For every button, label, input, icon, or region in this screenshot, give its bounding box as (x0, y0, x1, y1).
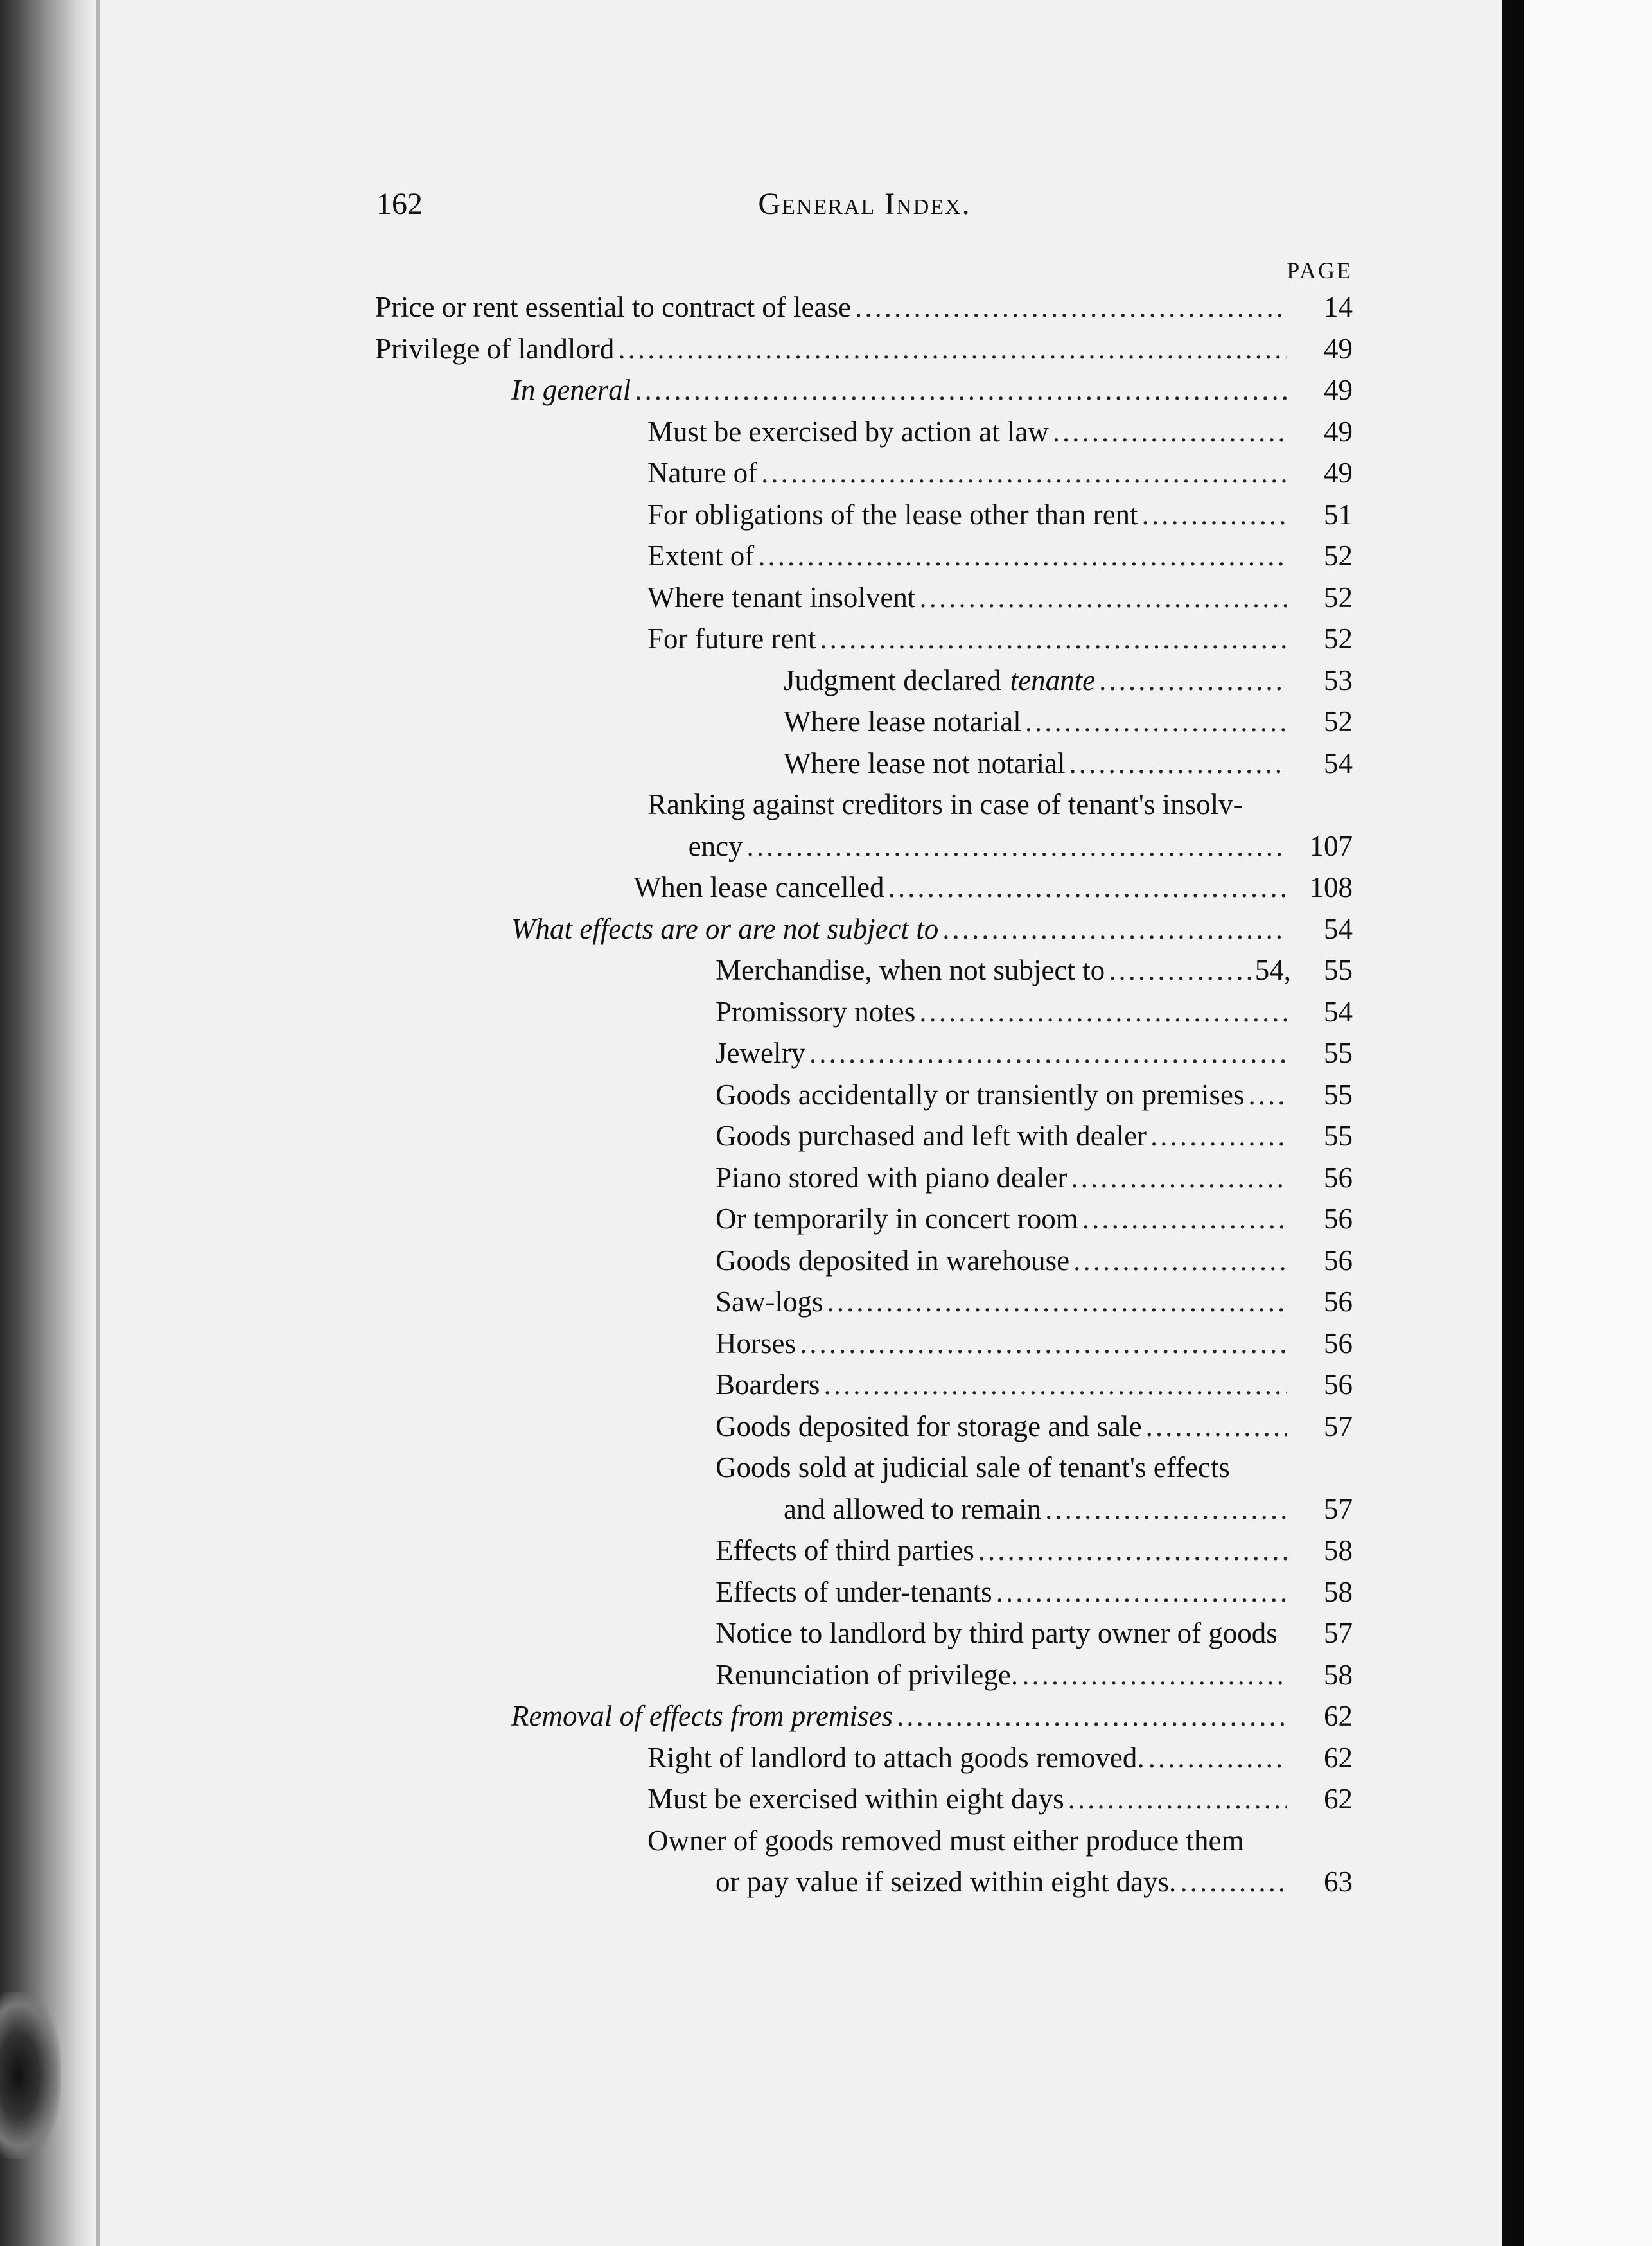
index-entry-page: 54 (1324, 747, 1353, 779)
index-entry-page: 52 (1324, 623, 1353, 655)
index-entry-text: Notice to landlord by third party owner of goods (716, 1617, 1278, 1649)
index-entry-line (784, 660, 1291, 702)
dot-leader (1099, 660, 1287, 702)
dot-leader (1068, 1778, 1287, 1820)
index-entry-line (716, 950, 1291, 991)
index-entry-text: Effects of under-tenants (716, 1575, 992, 1608)
index-entry (0, 1447, 1413, 1489)
dot-leader (635, 369, 1287, 411)
index-entry (0, 950, 1413, 991)
index-entry (0, 1198, 1413, 1240)
index-entry-line (716, 1198, 1291, 1240)
index-entry-text: Where lease notarial (784, 705, 1021, 738)
index-entry-text: Where lease not notarial (784, 747, 1066, 779)
index-entry-text: Price or rent essential to contract of lease (375, 291, 851, 323)
index-entry-page: 49 (1324, 415, 1353, 448)
dot-leader (1109, 950, 1251, 991)
index-entry-text: and allowed to remain (784, 1492, 1042, 1525)
page-title: General Index. (758, 187, 971, 221)
index-entry-text: Goods deposited for storage and sale (716, 1410, 1142, 1442)
dot-leader (855, 287, 1287, 328)
index-entry-text: Must be exercised by action at law (647, 415, 1049, 448)
index-entry (0, 1613, 1413, 1654)
index-entry-line (716, 1406, 1291, 1447)
index-entry-text: Goods sold at judicial sale of tenant's effects (716, 1451, 1230, 1483)
index-entry (0, 1323, 1413, 1365)
index-entry-page: 14 (1324, 291, 1353, 323)
index-entry-text: In general (511, 374, 631, 406)
dot-leader (823, 1364, 1287, 1406)
index-entry-page: 62 (1324, 1741, 1353, 1774)
index-entry-line (716, 1613, 1291, 1654)
dot-leader (897, 1695, 1287, 1737)
index-entry (0, 1157, 1413, 1199)
index-entry (0, 328, 1413, 370)
index-entry-line (716, 1861, 1291, 1903)
index-entry (0, 1281, 1413, 1323)
facing-page-edge (1502, 0, 1524, 2246)
dot-leader (1180, 1861, 1287, 1903)
index-entry-text: Owner of goods removed must either produce them (647, 1824, 1244, 1857)
index-entry-line (716, 1115, 1291, 1157)
index-entry (0, 535, 1413, 577)
index-entry-page: 49 (1324, 457, 1353, 489)
index-entry-line (647, 577, 1291, 619)
dot-leader (1082, 1198, 1287, 1240)
index-entry-text: Piano stored with piano dealer (716, 1161, 1068, 1194)
binding-mark (0, 1992, 61, 2159)
index-entry-line (716, 1281, 1291, 1323)
dot-leader (1025, 701, 1287, 743)
index-entry (0, 1530, 1413, 1571)
index-entry-line (647, 784, 1291, 826)
index-entry-text: Jewelry (716, 1037, 805, 1069)
index-entry (0, 1778, 1413, 1820)
dot-leader (809, 1032, 1287, 1074)
index-entry-text: Right of landlord to attach goods removed. (647, 1741, 1145, 1774)
dot-leader (827, 1281, 1288, 1323)
index-entry-text: Promissory notes (716, 995, 916, 1028)
dot-leader (820, 618, 1287, 660)
index-entry-line (784, 743, 1291, 784)
dot-leader (1045, 1489, 1287, 1530)
index-entry (0, 1820, 1413, 1862)
index-entry-line (647, 1737, 1291, 1779)
index-entry (0, 1406, 1413, 1447)
index-entry-extra-page: 54, (1254, 954, 1291, 986)
index-entries (0, 287, 1413, 1903)
index-entry-text: Privilege of landlord (375, 332, 615, 365)
index-entry-line (647, 535, 1291, 577)
index-entry-text: Renunciation of privilege. (716, 1658, 1019, 1691)
index-entry-line (716, 991, 1291, 1033)
dot-leader (996, 1571, 1287, 1613)
index-entry-page: 57 (1324, 1410, 1353, 1442)
index-entry-page: 54 (1324, 995, 1353, 1028)
dot-leader (618, 328, 1287, 370)
dot-leader (747, 826, 1287, 867)
index-entry-text: For obligations of the lease other than rent (647, 498, 1138, 531)
index-entry (0, 1489, 1413, 1530)
index-entry-text: Boarders (716, 1368, 820, 1401)
index-entry-page: 62 (1324, 1783, 1353, 1815)
index-entry-page: 57 (1324, 1492, 1353, 1525)
index-entry-text: For future rent (647, 623, 816, 655)
index-entry (0, 1861, 1413, 1903)
index-entry-line (716, 1447, 1291, 1489)
index-entry-text: When lease cancelled (633, 871, 884, 903)
dot-leader (761, 452, 1287, 494)
index-entry-page: 56 (1324, 1327, 1353, 1359)
index-entry-line (716, 1074, 1291, 1116)
index-entry-text: Ranking against creditors in case of tenant's insolv- (647, 788, 1243, 820)
index-entry-line (375, 328, 1291, 370)
index-entry-line (716, 1032, 1291, 1074)
index-entry-line (716, 1654, 1291, 1696)
index-entry-text: Saw-logs (716, 1286, 823, 1318)
index-entry-line (716, 1240, 1291, 1282)
index-entry-line (511, 369, 1291, 411)
dot-leader (1142, 494, 1287, 536)
index-entry-page: 58 (1324, 1575, 1353, 1608)
dot-leader (758, 535, 1287, 577)
index-entry-text: Must be exercised within eight days (647, 1783, 1064, 1815)
index-entry (0, 411, 1413, 453)
index-entry (0, 1074, 1413, 1116)
index-entry-line (716, 1157, 1291, 1199)
index-entry-text: Goods deposited in warehouse (716, 1244, 1070, 1277)
index-entry-line (716, 1323, 1291, 1365)
index-entry-page: 56 (1324, 1161, 1353, 1194)
index-entry-line (689, 826, 1291, 867)
index-entry-line (647, 618, 1291, 660)
dot-leader (888, 867, 1287, 908)
index-entry (0, 1032, 1413, 1074)
page-column-label: PAGE (1287, 258, 1353, 283)
index-entry-text: Merchandise, when not subject to (716, 954, 1105, 986)
index-entry (0, 1364, 1413, 1406)
index-entry-page: 53 (1324, 664, 1353, 696)
dot-leader (1148, 1737, 1287, 1779)
index-entry-text: Removal of effects from premises (511, 1700, 893, 1732)
dot-leader (1150, 1115, 1287, 1157)
index-entry (0, 701, 1413, 743)
dot-leader (1073, 1240, 1287, 1282)
dot-leader (1022, 1654, 1287, 1696)
index-entry (0, 494, 1413, 536)
index-entry (0, 991, 1413, 1033)
dot-leader (919, 991, 1287, 1033)
facing-page-margin (1524, 0, 1652, 2246)
index-entry-text: Judgment declared (784, 664, 1001, 696)
index-entry-line (511, 908, 1291, 950)
index-entry-page: 56 (1324, 1244, 1353, 1277)
index-entry-line (647, 452, 1291, 494)
page-header (376, 186, 1353, 238)
index-entry-page: 107 (1309, 829, 1353, 862)
index-entry-page: 63 (1324, 1866, 1353, 1898)
dot-leader (1071, 1157, 1287, 1199)
index-entry (0, 1571, 1413, 1613)
index-entry (0, 1115, 1413, 1157)
index-entry-line (375, 287, 1291, 328)
index-entry (0, 743, 1413, 784)
index-entry-text: Where tenant insolvent (647, 581, 916, 614)
index-entry-page: 56 (1324, 1368, 1353, 1401)
index-entry-page: 62 (1324, 1700, 1353, 1732)
dot-leader (978, 1530, 1287, 1571)
index-entry-page: 51 (1324, 498, 1353, 531)
index-entry-page: 57 (1324, 1617, 1353, 1649)
index-entry-text: Nature of (647, 457, 758, 489)
index-entry-text: or pay value if seized within eight days. (716, 1866, 1177, 1898)
index-entry-page: 49 (1324, 332, 1353, 365)
dot-leader (942, 908, 1287, 950)
index-entry-text: Or temporarily in concert room (716, 1203, 1078, 1235)
index-entry-line (784, 701, 1291, 743)
index-entry (0, 660, 1413, 702)
index-entry-line (647, 1820, 1291, 1862)
index-entry (0, 1737, 1413, 1779)
index-entry-page: 55 (1324, 1037, 1353, 1069)
index-entry-page: 56 (1324, 1286, 1353, 1318)
index-entry-line (647, 411, 1291, 453)
index-entry-page: 54 (1324, 912, 1353, 945)
index-entry (0, 618, 1413, 660)
index-entry-text: ency (688, 829, 743, 862)
index-entry-page: 55 (1324, 954, 1353, 986)
index-entry-page: 49 (1324, 374, 1353, 406)
index-entry (0, 287, 1413, 328)
index-entry-page: 58 (1324, 1534, 1353, 1566)
index-entry-page: 55 (1324, 1078, 1353, 1111)
dot-leader (1053, 411, 1287, 453)
index-entry (0, 369, 1413, 411)
index-entry-page: 52 (1324, 581, 1353, 614)
index-entry-line (716, 1571, 1291, 1613)
index-entry (0, 1654, 1413, 1696)
index-entry (0, 826, 1413, 867)
dot-leader (919, 577, 1287, 619)
page-number: 162 (376, 187, 423, 221)
index-entry-line (716, 1530, 1291, 1571)
index-entry (0, 1695, 1413, 1737)
index-entry-italic-term: tenante (1010, 664, 1096, 696)
index-entry-page: 108 (1309, 871, 1353, 903)
index-entry-page: 58 (1324, 1658, 1353, 1691)
index-entry-text: Effects of third parties (716, 1534, 974, 1566)
index-entry-line (647, 494, 1291, 536)
index-entry (0, 577, 1413, 619)
index-entry-text: Goods purchased and left with dealer (716, 1120, 1147, 1152)
dot-leader (1069, 743, 1287, 784)
index-entry-text: Goods accidentally or transiently on premises (716, 1078, 1245, 1111)
dot-leader (800, 1323, 1287, 1365)
index-entry-text: Extent of (647, 540, 755, 572)
index-entry-line (784, 1489, 1291, 1530)
dot-leader (1249, 1074, 1287, 1116)
index-entry-line (647, 1778, 1291, 1820)
index-entry-page: 52 (1324, 540, 1353, 572)
index-entry (0, 908, 1413, 950)
index-entry-text: Horses (716, 1327, 796, 1359)
index-entry-page: 56 (1324, 1203, 1353, 1235)
index-entry-page: 55 (1324, 1120, 1353, 1152)
index-entry-line (716, 1364, 1291, 1406)
index-entry (0, 867, 1413, 908)
dot-leader (1146, 1406, 1287, 1447)
index-entry-line (634, 867, 1291, 908)
index-entry (0, 452, 1413, 494)
index-entry-line (511, 1695, 1291, 1737)
index-entry-page: 52 (1324, 705, 1353, 738)
index-entry (0, 1240, 1413, 1282)
index-entry (0, 784, 1413, 826)
index-entry-text: What effects are or are not subject to (511, 912, 939, 945)
